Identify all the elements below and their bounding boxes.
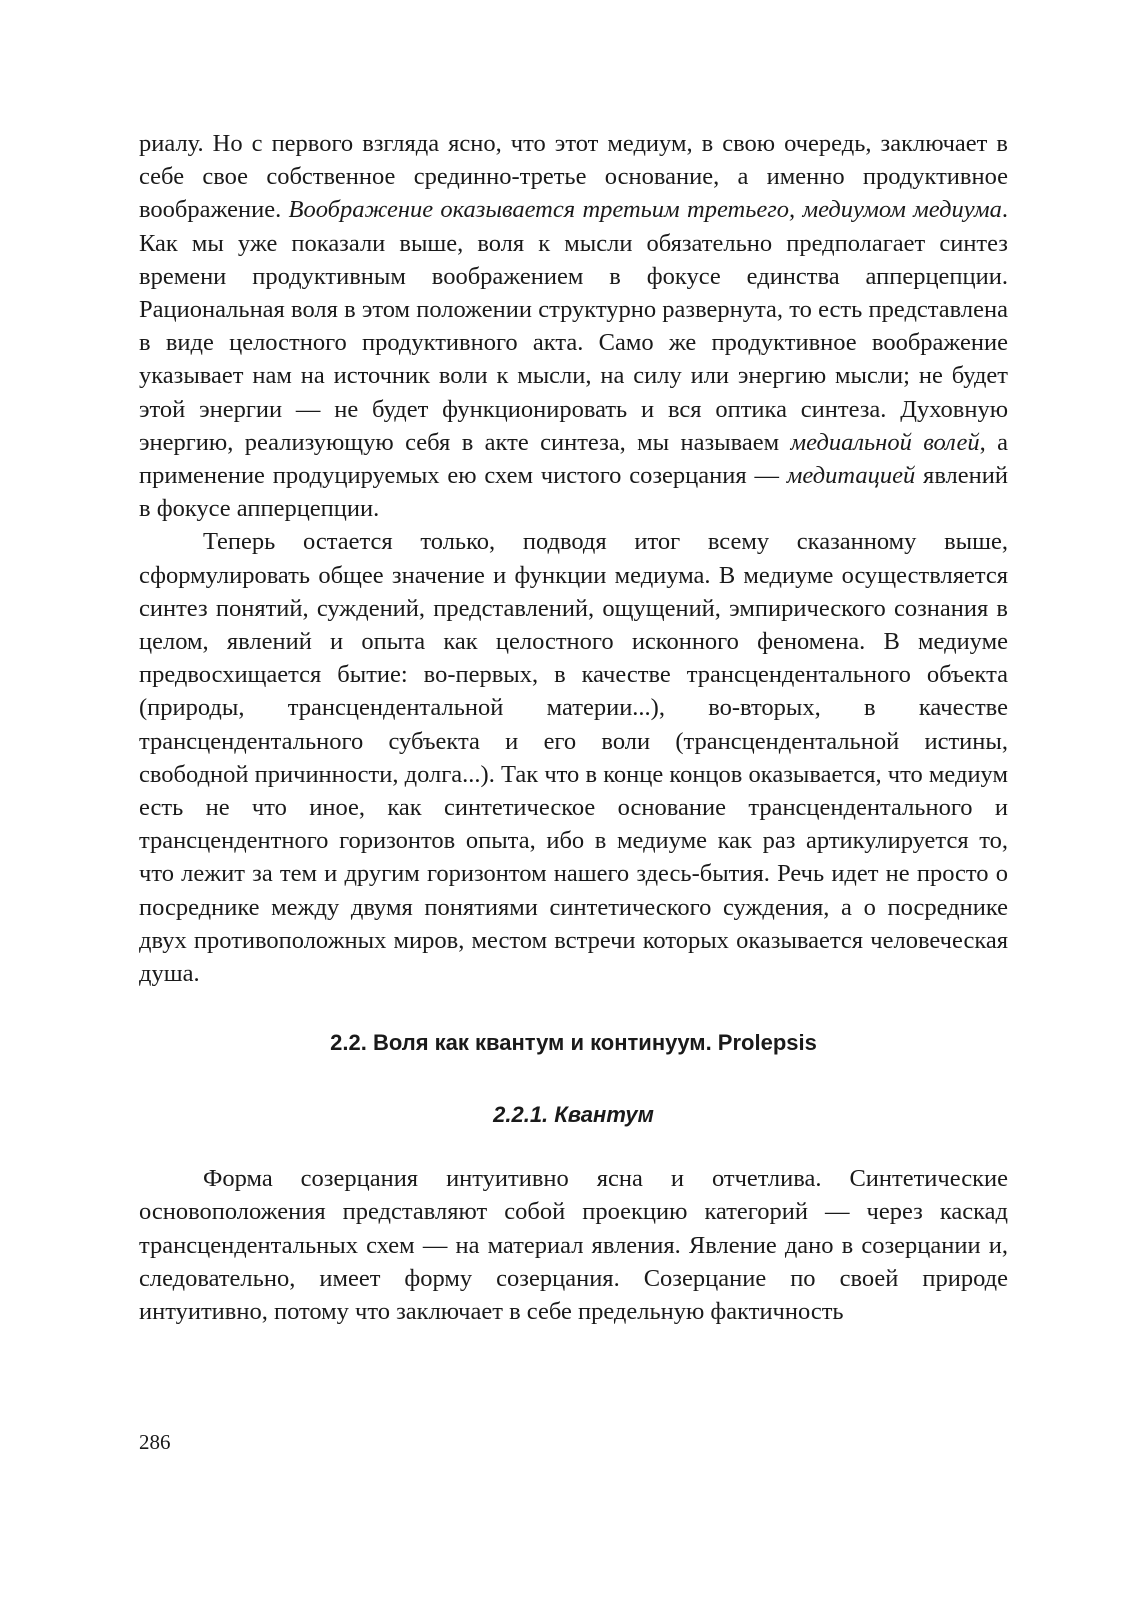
paragraph-text: , а применение продуцируемых ею схем чистого созерцания — bbox=[139, 428, 1009, 490]
emphasis-text: медиальной волей bbox=[790, 428, 980, 456]
section-heading: 2.2. Воля как квантум и континуум. Prolepsis bbox=[330, 1030, 817, 1056]
page-number: 286 bbox=[139, 1430, 171, 1454]
paragraph-continued bbox=[139, 127, 1008, 525]
subsection-heading: 2.2.1. Квантум bbox=[493, 1102, 654, 1128]
emphasis-text: медитацией bbox=[786, 462, 916, 490]
paragraph-text: риалу. Но с первого взгляда ясно, что этот медиум, в свою очередь, заключает в себе свое собственное срединно-третье основание, а именно продуктивное воображение. bbox=[139, 130, 1008, 224]
text-column bbox=[139, 127, 1008, 1328]
paragraph-text: . Как мы уже показали выше, воля к мысли обязательно предполагает синтез времени продуктивным воображением в фокусе единства апперцепции. Рациональная воля в этом положении структурно развернута, то есть представлена в виде целостного продуктивного акта. Само же продуктивное воображение указывает нам на источник воли к мысли, на силу или энергию мысли; не будет этой энергии — не будет функционировать и вся оптика синтеза. Духовную энергию, реализующую себя в акте синтеза, мы называем bbox=[139, 196, 1008, 456]
emphasis-text: Воображение оказывается третьим третьего, медиумом медиума bbox=[288, 196, 1002, 224]
paragraph-summary: Теперь остается только, подводя итог всему сказанному выше, сформулировать общее значение и функции медиума. В медиуме осуществляется синтез понятий, суждений, представлений, ощущений, эмпирического сознания в целом, явлений и опыта как целостного исконного феномена. В медиуме предвосхищается бытие: во-первых, в качестве трансцендентального объекта (природы, трансцендентальной материи...), во-вторых, в качестве трансцендентального субъекта и его воли (трансцендентальной истины, свободной причинности, долга...). Так что в конце концов оказывается, что медиум есть не что иное, как синтетическое основание трансцендентального и трансцендентного горизонтов опыта, ибо в медиуме как раз артикулируется то, что лежит за тем и другим горизонтом нашего здесь-бытия. Речь идет не просто о посреднике между двумя понятиями синтетического суждения, а о посреднике двух противоположных миров, местом встречи которых оказывается человеческая душа. bbox=[139, 528, 1008, 988]
paragraph-quantum: Форма созерцания интуитивно ясна и отчетлива. Синтетические основоположения представляют собой проекцию категорий — через каскад трансцендентальных схем — на материал явления. Явление дано в созерцании и, следовательно, имеет форму созерцания. Созерцание по своей природе интуитивно, потому что заключает в себе предельную фактичность bbox=[139, 1165, 1008, 1326]
paragraph-text: явлений в фокусе апперцепции. bbox=[139, 462, 1008, 523]
